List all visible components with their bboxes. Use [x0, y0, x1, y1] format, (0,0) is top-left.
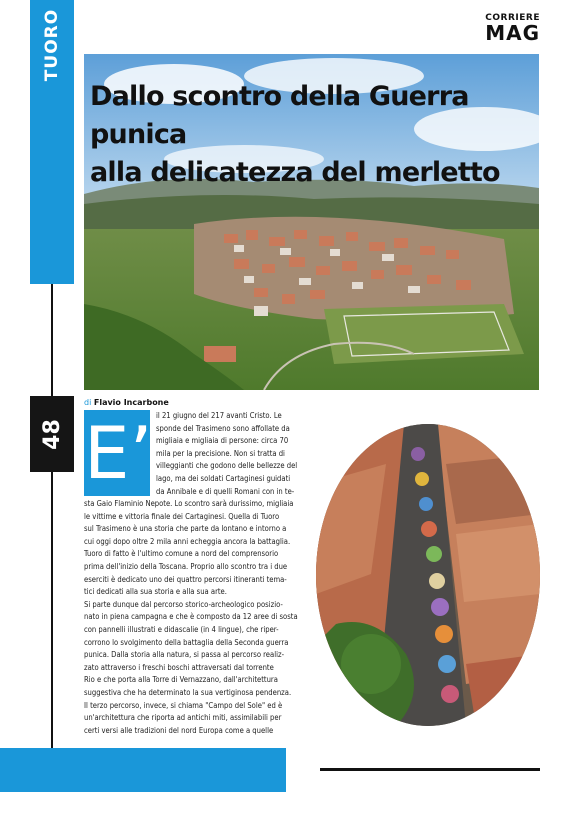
- brand-line1: CORRIERE: [485, 13, 540, 23]
- text-line: eserciti è dedicato uno dei quattro percorsi itineranti tema-: [84, 574, 287, 584]
- section-label: [30, 10, 74, 80]
- text-line: corrono lo svolgimento della battaglia della Seconda guerra: [84, 637, 289, 647]
- text-line: Rio e che porta alla Torre di Vernazzano, dall'architettura: [84, 675, 278, 685]
- text-line: suggestiva che ha determinato la sua vertiginosa pendenza.: [84, 687, 292, 697]
- article-headline: [90, 78, 535, 192]
- text-line: con pannelli illustrati e didascalie (in 4 lingue), che riper-: [84, 624, 279, 634]
- brand-line2: MAG: [485, 21, 540, 45]
- bottom-accent-bar: [0, 748, 286, 792]
- section-label-text: TUORO: [42, 8, 62, 82]
- text-line: sponde del Trasimeno sono affollate da: [156, 423, 290, 433]
- text-line: il 21 giugno del 217 avanti Cristo. Le: [156, 411, 282, 420]
- side-rule-lower: [51, 472, 53, 748]
- page-number-box: [30, 396, 74, 472]
- headline-line2: alla delicatezza del merletto: [90, 157, 500, 188]
- byline: [84, 398, 169, 407]
- text-line: zato attraverso i freschi boschi attraversati dal torrente: [84, 662, 274, 672]
- text-line: prima dell'inizio della Toscana. Proprio allo scontro tra i due: [84, 561, 288, 571]
- text-line: le vittime e vittoria finale dei Cartaginesi. Quella di Tuoro: [84, 511, 280, 521]
- bottom-rule: [320, 768, 540, 771]
- text-line: Il terzo percorso, invece, si chiama "Campo del Sole" ed è: [84, 700, 283, 710]
- brand-logo: [485, 14, 540, 43]
- text-line: Tuoro di fatto è l'ultimo comune a nord del comprensorio: [84, 549, 279, 559]
- intro-paragraph: [156, 410, 297, 498]
- page-number: 48: [39, 418, 65, 450]
- text-line: un'architettura che riporta ad antichi miti, assimilabili per: [84, 713, 282, 723]
- article-body: [84, 498, 298, 737]
- side-rule-upper: [51, 284, 53, 396]
- text-line: cui oggi dopo oltre 2 mila anni echeggia ancora la battaglia.: [84, 536, 291, 546]
- text-line: da Annibale e di quelli Romani con in te-: [156, 486, 295, 496]
- aerial-street-image: [316, 424, 540, 726]
- text-line: certi versi alle tradizioni del nord Europa come a quelle: [84, 725, 274, 735]
- text-line: sul Trasimeno è una storia che parte da lontano e intorno a: [84, 524, 287, 534]
- text-line: mila per la precisione. Non si tratta di: [156, 448, 285, 458]
- text-line: sta Gaio Flaminio Nepote. Lo scontro sarà durissimo, migliaia: [84, 499, 294, 508]
- byline-prefix: di: [84, 398, 92, 407]
- text-line: migliaia e migliaia di persone: circa 70: [156, 436, 289, 446]
- text-line: tici dedicati alla sua storia e alla sua arte.: [84, 587, 227, 597]
- text-line: Si parte dunque dal percorso storico-archeologico posizio-: [84, 599, 283, 609]
- text-line: nato in piena campagna e che è composto da 12 aree di sosta: [84, 612, 298, 622]
- text-line: punica. Dalla storia alla natura, si passa al percorso realiz-: [84, 650, 285, 660]
- text-line: villeggianti che godono delle bellezze del: [156, 461, 298, 471]
- headline-line1: Dallo scontro della Guerra punica: [90, 81, 469, 150]
- text-line: lago, ma dei soldati Cartaginesi guidati: [156, 473, 291, 483]
- street-photo: [316, 424, 540, 726]
- drop-cap: E’: [84, 411, 153, 495]
- byline-author: Flavio Incarbone: [93, 398, 169, 407]
